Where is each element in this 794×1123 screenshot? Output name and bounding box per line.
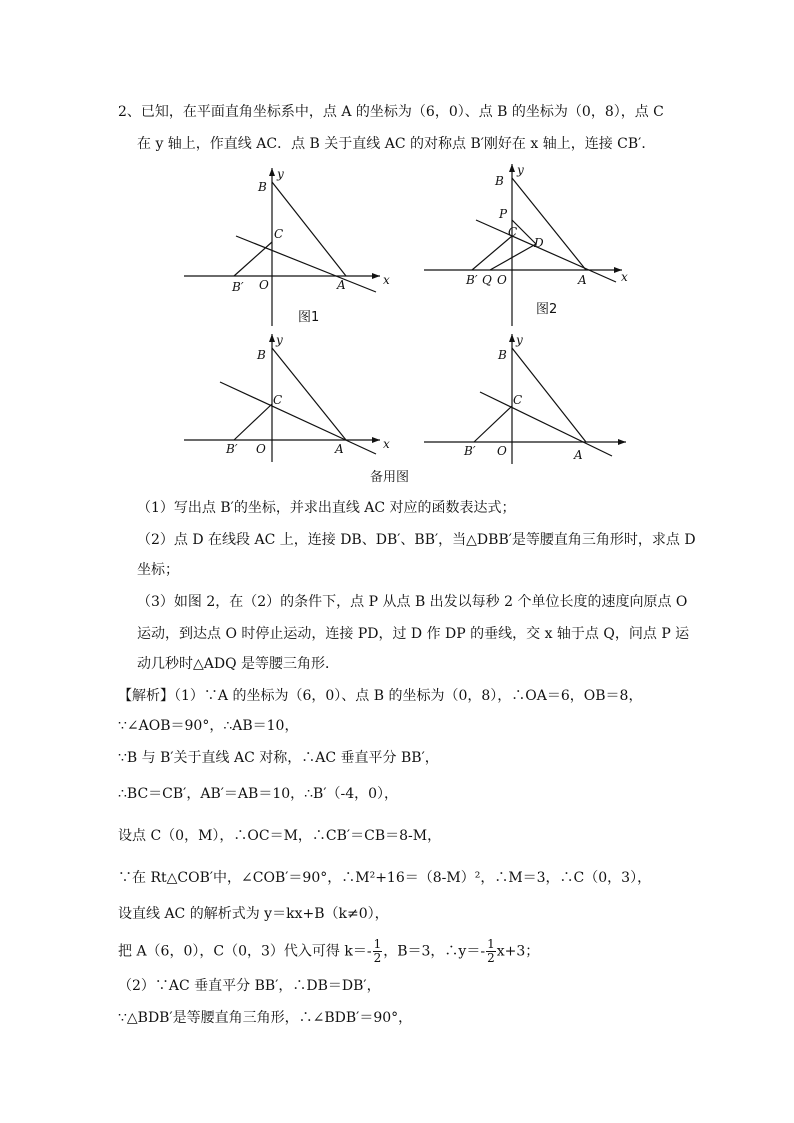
point-b-label: B: [495, 174, 504, 188]
figure-2: [420, 160, 640, 335]
fig2-caption: 图2: [536, 302, 558, 317]
fraction-half-y: [486, 938, 496, 965]
y-label: y: [277, 167, 284, 181]
solution-line-7: 设直线 AC 的解析式为 y＝kx+B（k≠0），: [118, 906, 389, 922]
solution-line-5: 设点 C（0，M），∴OC＝M，∴CB′＝CB＝8-M，: [118, 828, 442, 844]
problem-line-1: 2、已知，在平面直角坐标系中，点 A 的坐标为（6，0）、点 B 的坐标为（0，8），点 C: [118, 104, 664, 120]
solution-line-10: ∵△BDB′是等腰直角三角形，∴∠BDB′＝90°，: [118, 1010, 413, 1026]
fraction-denominator: 2: [487, 951, 495, 965]
point-o-label: O: [256, 442, 266, 456]
spare-figure-left: [180, 332, 400, 467]
question-3-line-2: 运动，到达点 O 时停止运动，连接 PD，过 D 作 DP 的垂线，交 x 轴于点 Q，问点 P 运: [137, 626, 690, 642]
point-a-label: A: [574, 448, 583, 462]
line-ac: [236, 236, 376, 292]
question-1: （1）写出点 B′的坐标，并求出直线 AC 对应的函数表达式；: [137, 500, 516, 516]
y-label: y: [516, 333, 523, 347]
solution-line-8-part-2: ，B＝3，∴y＝-: [383, 943, 486, 960]
solution-line-4: ∴BC＝CB′，AB′＝AB＝10，∴B′（-4，0），: [118, 786, 399, 802]
solution-line-2: ∵∠AOB＝90°，∴AB＝10，: [118, 718, 299, 734]
point-a-label: A: [337, 278, 346, 292]
solution-line-8-part-3: x+3；: [496, 943, 540, 960]
segment-cbp: [474, 406, 512, 442]
solution-line-3: ∵B 与 B′关于直线 AC 对称，∴AC 垂直平分 BB′，: [118, 750, 439, 766]
point-bp-label: B′: [232, 280, 244, 294]
point-bp-label: B′: [466, 273, 478, 287]
point-b-label: B: [258, 180, 267, 194]
figure-1: [180, 160, 400, 335]
line-ac: [220, 382, 376, 454]
point-o-label: O: [259, 278, 269, 292]
spare-caption: 备用图: [370, 470, 410, 485]
point-a-label: A: [335, 442, 344, 456]
x-axis-arrow: [372, 273, 380, 279]
fig1-caption: 图1: [298, 310, 320, 325]
spare-figure-right: [420, 332, 640, 467]
point-bp-label: B′: [226, 442, 238, 456]
x-axis-arrow: [372, 437, 380, 443]
point-bp-label: B′: [464, 444, 476, 458]
point-c-label: C: [273, 393, 283, 407]
y-axis-arrow: [269, 168, 275, 176]
fraction-denominator: 2: [373, 951, 382, 965]
y-axis-arrow: [509, 164, 515, 172]
fraction-numerator: 1: [487, 937, 495, 951]
point-c-label: C: [274, 227, 284, 241]
y-label: y: [276, 333, 283, 347]
point-b-label: B: [498, 348, 507, 362]
segment-cbp: [472, 236, 512, 270]
segment-ab: [272, 348, 346, 440]
solution-line-1: 【解析】（1）∵A 的坐标为（6，0）、点 B 的坐标为（0，8），∴OA＝6，OB＝8，: [118, 688, 643, 704]
x-label: x: [383, 437, 390, 451]
segment-cbp: [234, 242, 272, 276]
question-2-line-1: （2）点 D 在线段 AC 上，连接 DB、DB′、BB′，当△DBB′是等腰直角三角形时，求点 D: [137, 532, 696, 548]
point-c-label: C: [513, 393, 523, 407]
x-label: x: [621, 270, 628, 284]
x-axis-arrow: [618, 439, 626, 445]
point-q-label: Q: [482, 273, 492, 287]
segment-ab: [512, 178, 586, 270]
segment-ab: [512, 348, 586, 442]
point-p-label: P: [499, 207, 508, 221]
segment-dq: [490, 244, 536, 270]
point-o-label: O: [497, 273, 507, 287]
fraction-half-k: [373, 938, 383, 965]
solution-line-6: ∵在 Rt△COB′中，∠COB′＝90°，∴M²+16＝（8-M）²，∴M＝3，∴C（0，3），: [118, 870, 652, 886]
point-b-label: B: [257, 348, 266, 362]
y-axis-arrow: [269, 334, 275, 342]
x-label: x: [383, 273, 390, 287]
solution-line-8-part-1: 把 A（6，0），C（0，3）代入可得 k＝-: [118, 943, 372, 960]
y-label: y: [517, 163, 524, 177]
point-c-label: C: [508, 225, 518, 239]
point-d-label: D: [534, 236, 544, 250]
segment-cbp: [234, 404, 272, 440]
y-axis-arrow: [509, 334, 515, 342]
question-3-line-1: （3）如图 2，在（2）的条件下，点 P 从点 B 出发以每秒 2 个单位长度的速度向原点 O: [137, 594, 688, 610]
question-2-line-2: 坐标；: [137, 562, 179, 578]
fraction-numerator: 1: [373, 937, 382, 951]
solution-line-8: [118, 938, 539, 965]
point-a-label: A: [578, 273, 587, 287]
solution-line-9: （2）∵AC 垂直平分 BB′，∴DB＝DB′，: [118, 978, 381, 994]
point-o-label: O: [497, 444, 507, 458]
question-3-line-3: 动几秒时△ADQ 是等腰三角形．: [137, 656, 340, 672]
problem-line-2: 在 y 轴上，作直线 AC．点 B 关于直线 AC 的对称点 B′刚好在 x 轴上，连接 CB′．: [137, 136, 656, 152]
